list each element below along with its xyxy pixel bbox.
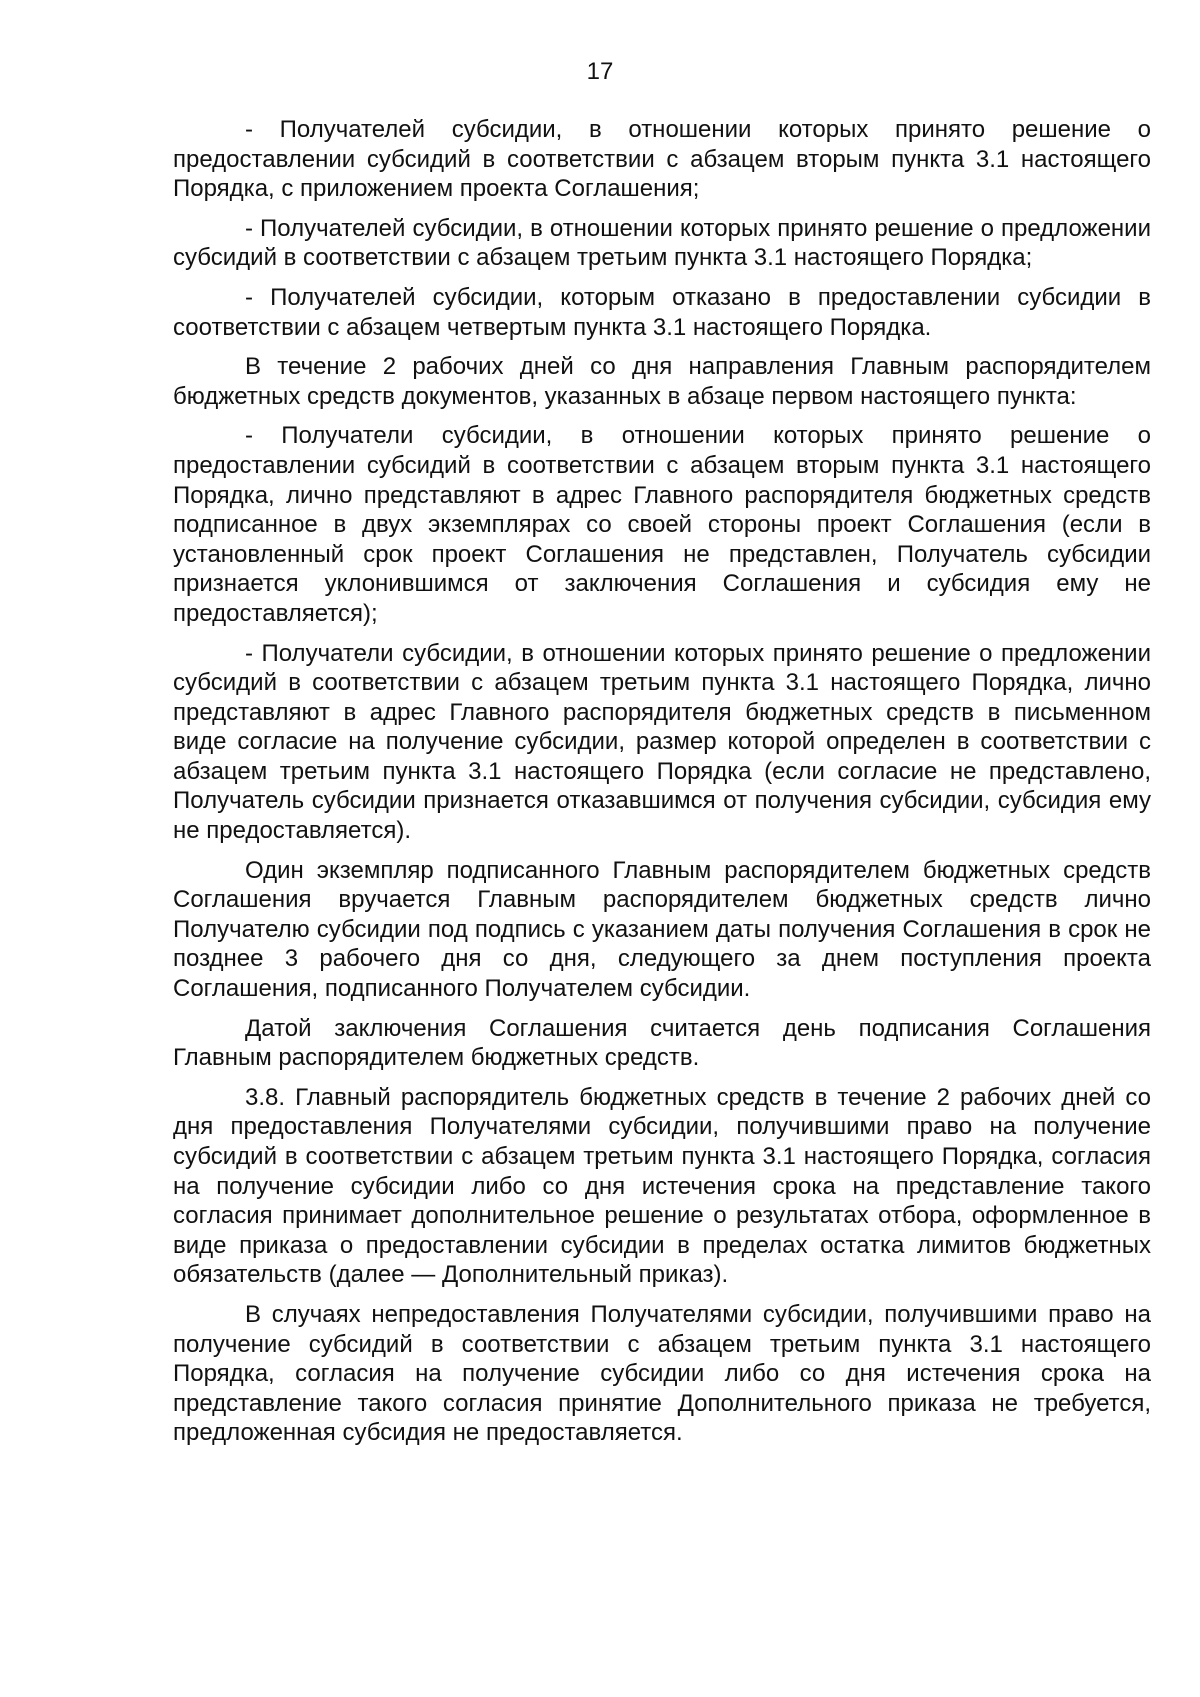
paragraph: - Получатели субсидии, в отношении которых принято решение о предложении субсидий в соответствии с абзацем третьим пункта 3.1 настоящего Порядка, лично представляют в адрес Главного распорядителя бюджетных средств в письменном виде согласие на получение субсидии, размер которой определен в соответствии с абзацем третьим пункта 3.1 настоящего Порядка (если согласие не представлено, Получатель субсидии признается отказавшимся от получения субсидии, субсидия ему не предоставляется). [173,639,1151,845]
paragraph: В течение 2 рабочих дней со дня направления Главным распорядителем бюджетных средств документов, указанных в абзаце первом настоящего пункта: [173,353,1151,410]
document-body [173,115,1151,1458]
paragraph: - Получателей субсидии, в отношении которых принято решение о предложении субсидий в соответствии с абзацем третьим пункта 3.1 настоящего Порядка; [173,214,1151,272]
paragraph: - Получателей субсидии, в отношении которых принято решение о предоставлении субсидий в соответствии с абзацем вторым пункта 3.1 настоящего Порядка, с приложением проекта Соглашения; [173,116,1151,203]
paragraph: Один экземпляр подписанного Главным распорядителем бюджетных средств Соглашения вручается Главным распорядителем бюджетных средств лично Получателю субсидии под подпись с указанием даты получения Соглашения в срок не позднее 3 рабочего дня со дня, следующего за днем поступления проекта Соглашения, подписанного Получателем субсидии. [173,856,1151,1003]
paragraph: - Получатели субсидии, в отношении которых принято решение о предоставлении субсидий в соответствии с абзацем вторым пункта 3.1 настоящего Порядка, лично представляют в адрес Главного распорядителя бюджетных средств подписанное в двух экземплярах со своей стороны проект Соглашения (если в установленный срок проект Соглашения не представлен, Получатель субсидии признается уклонившимся от заключения Соглашения и субсидия ему не предоставляется); [173,422,1151,627]
paragraph: Датой заключения Соглашения считается день подписания Соглашения Главным распорядителем бюджетных средств. [173,1014,1151,1072]
paragraph: 3.8. Главный распорядитель бюджетных средств в течение 2 рабочих дней со дня предоставления Получателями субсидии, получившими право на получение субсидий в соответствии с абзацем третьим пункта 3.1 настоящего Порядка, согласия на получение субсидии либо со дня истечения срока на представление такого согласия принимает дополнительное решение о результатах отбора, оформленное в виде приказа о предоставлении субсидии в пределах остатка лимитов бюджетных обязательств (далее — Дополнительный приказ). [173,1083,1151,1289]
page-number: 17 [586,58,614,85]
paragraph: В случаях непредоставления Получателями субсидии, получившими право на получение субсидий в соответствии с абзацем третьим пункта 3.1 настоящего Порядка, согласия на получение субсидии либо со дня истечения срока на представление такого согласия принятие Дополнительного приказа не требуется, предложенная субсидия не предоставляется. [173,1300,1151,1447]
paragraph: - Получателей субсидии, которым отказано в предоставлении субсидии в соответствии с абзацем четвертым пункта 3.1 настоящего Порядка. [173,283,1151,341]
